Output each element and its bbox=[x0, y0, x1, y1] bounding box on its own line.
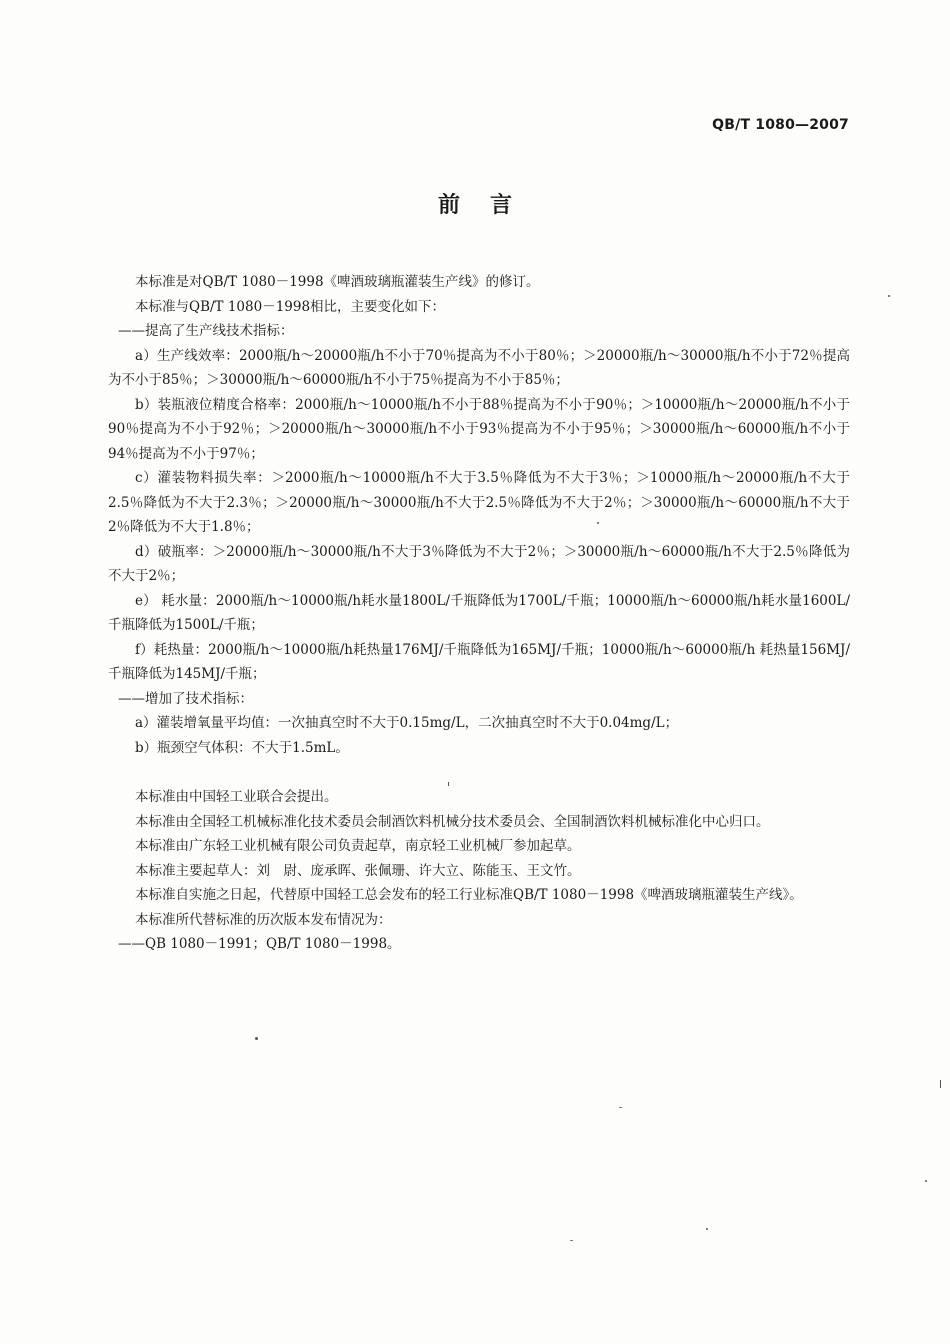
scan-speck bbox=[925, 1180, 927, 1182]
scan-speck bbox=[597, 522, 599, 524]
paragraph-replaces: 本标准自实施之日起，代替原中国轻工总会发布的轻工行业标准QB/T 1080－1998《啤酒玻璃瓶灌装生产线》。 bbox=[135, 887, 803, 903]
page-title: 前言 bbox=[437, 193, 542, 218]
paragraph-history-intro: 本标准所代替标准的历次版本发布情况为： bbox=[135, 911, 392, 928]
list-item-water-consumption: e） 耗水量：2000瓶/h～10000瓶/h耗水量1800L/千瓶降低为1700L/千瓶；10000瓶/h～60000瓶/h耗水量1600L/千瓶降低为1500L/千瓶； bbox=[108, 592, 850, 633]
standard-code: QB/T 1080—2007 bbox=[712, 117, 849, 133]
list-item-heat-consumption: f）耗热量：2000瓶/h～10000瓶/h耗热量176MJ/千瓶降低为165MJ/千瓶；10000瓶/h～60000瓶/h 耗热量156MJ/千瓶降低为145MJ/千瓶； bbox=[108, 641, 850, 682]
paragraph-proposed-by: 本标准由中国轻工业联合会提出。 bbox=[135, 789, 338, 805]
paragraph-history-versions: ——QB 1080－1991；QB/T 1080－1998。 bbox=[118, 936, 401, 952]
paragraph-main-drafters: 本标准主要起草人：刘 尉、庞承晖、张佩珊、许大立、陈能玉、王文竹。 bbox=[135, 862, 581, 879]
list-heading-added: ——增加了技术指标： bbox=[118, 690, 253, 707]
paragraph-drafted-by: 本标准由广东轻工业机械有限公司负责起草，南京轻工业机械厂参加起草。 bbox=[135, 838, 581, 854]
scan-speck bbox=[448, 782, 449, 786]
scan-speck bbox=[619, 1107, 622, 1108]
scan-speck bbox=[706, 1228, 708, 1230]
paragraph-revision-note: 本标准是对QB/T 1080－1998《啤酒玻璃瓶灌装生产线》的修订。 bbox=[135, 274, 540, 290]
list-item-breakage: d）破瓶率：＞20000瓶/h～30000瓶/h不大于3％降低为不大于2％；＞30000瓶/h～60000瓶/h不大于2.5％降低为不大于2％； bbox=[108, 543, 850, 584]
scan-speck bbox=[888, 295, 890, 297]
list-item-fill-level: b）装瓶液位精度合格率：2000瓶/h～10000瓶/h不小于88％提高为不小于90％；＞10000瓶/h～20000瓶/h不小于90％提高为不小于92％；＞20000瓶/h～30000瓶/h不小于93％提高为不小于95％；＞30000瓶/h～60000瓶/h不小于94％提高为不小于97％； bbox=[108, 396, 850, 462]
list-item-oxygen: a）灌装增氧量平均值：一次抽真空时不大于0.15mg/L，二次抽真空时不大于0.04mg/L； bbox=[135, 715, 679, 731]
paragraph-gap bbox=[108, 760, 850, 785]
scan-speck bbox=[255, 1037, 258, 1040]
scan-speck bbox=[570, 1240, 573, 1241]
scan-speck bbox=[940, 1080, 941, 1088]
list-item-headspace-air: b）瓶颈空气体积：不大于1.5mL。 bbox=[135, 739, 349, 756]
list-item-material-loss: c）灌装物料损失率：＞2000瓶/h～10000瓶/h不大于3.5％降低为不大于3％；＞10000瓶/h～20000瓶/h不大于2.5％降低为不大于2.3％；＞20000瓶/h～30000瓶/h不大于2.5％降低为不大于2％；＞30000瓶/h～60000瓶/h不大于2％降低为不大于1.8％； bbox=[108, 470, 850, 535]
document-body bbox=[108, 270, 850, 957]
list-item-efficiency: a）生产线效率：2000瓶/h～20000瓶/h不小于70％提高为不小于80％；＞20000瓶/h～30000瓶/h不小于72％提高为不小于85％；＞30000瓶/h～60000瓶/h不小于75％提高为不小于85％； bbox=[108, 347, 850, 388]
paragraph-changes-intro: 本标准与QB/T 1080－1998相比，主要变化如下： bbox=[135, 298, 446, 315]
paragraph-managed-by: 本标准由全国轻工机械标准化技术委员会制酒饮料机械分技术委员会、全国制酒饮料机械标准化中心归口。 bbox=[135, 813, 770, 830]
list-heading-improved: ——提高了生产线技术指标： bbox=[118, 323, 294, 339]
